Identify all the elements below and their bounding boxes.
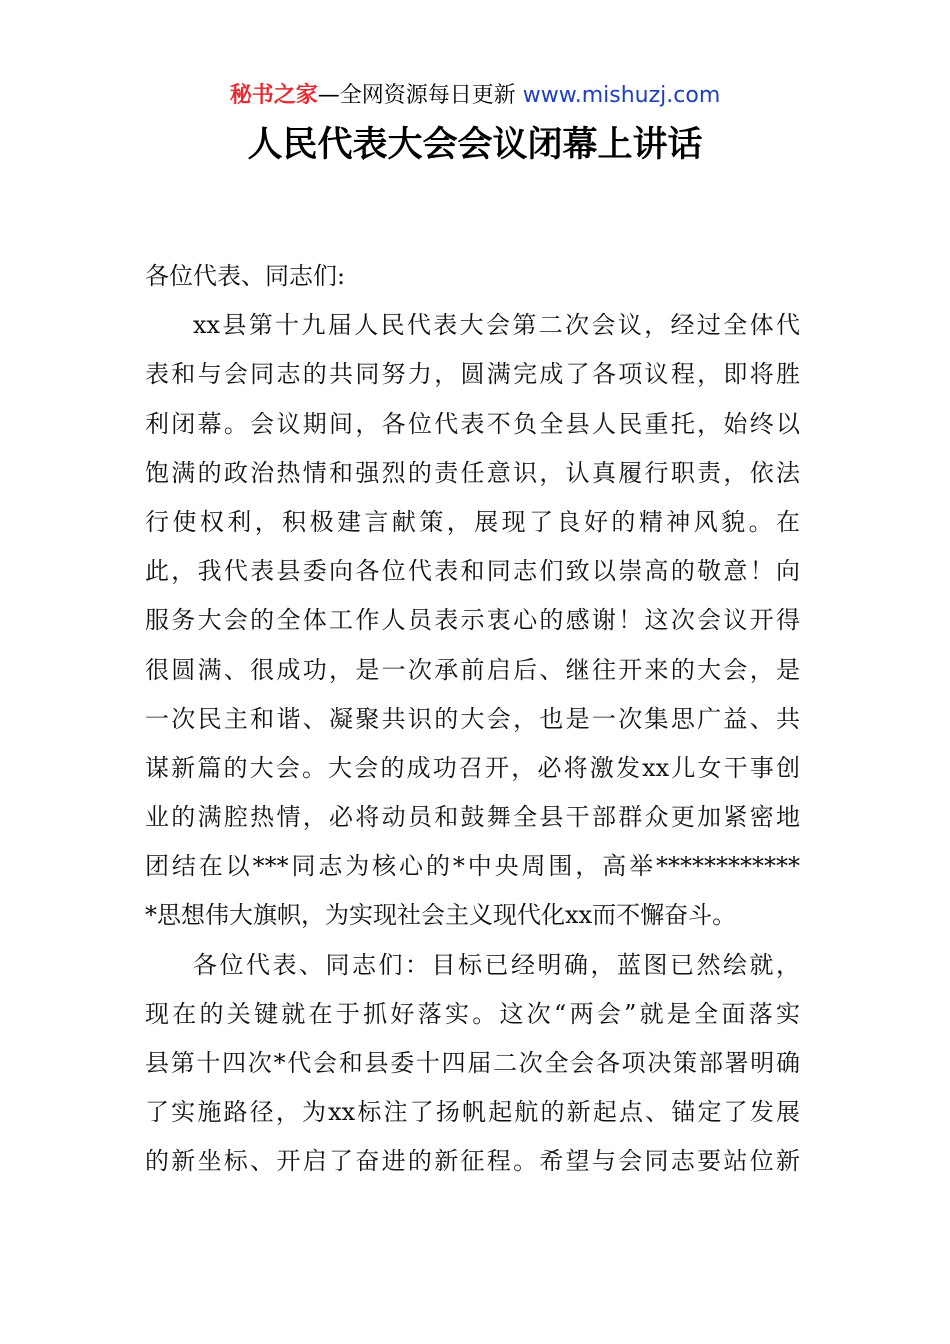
paragraph-line: 团结在以***同志为核心的*中央周围，高举************ [145,852,800,881]
paragraph-line: 的新坐标、开启了奋进的新征程。希望与会同志要站位新 [145,1147,800,1176]
paragraph-line: 业的满腔热情，必将动员和鼓舞全县干部群众更加紧密地 [145,803,800,832]
paragraph-line: 此，我代表县委向各位代表和同志们致以崇高的敬意！向 [145,557,800,586]
paragraph-line: 利闭幕。会议期间，各位代表不负全县人民重托，始终以 [145,409,800,438]
paragraph-line: 表和与会同志的共同努力，圆满完成了各项议程，即将胜 [145,360,800,389]
paragraph-line: 了实施路径，为xx标注了扬帆起航的新起点、锚定了发展 [145,1098,800,1127]
paragraph-line: *思想伟大旗帜，为实现社会主义现代化xx而不懈奋斗。 [145,901,737,930]
paragraph-line: 县第十四次*代会和县委十四届二次全会各项决策部署明确 [145,1049,800,1077]
paragraph-line: xx县第十九届人民代表大会第二次会议，经过全体代 [193,311,800,340]
paragraph-line: 现在的关键就在于抓好落实。这次“两会”就是全面落实 [145,999,800,1028]
paragraph-line: 饱满的政治热情和强烈的责任意识，认真履行职责，依法 [145,458,800,487]
document-title: 人民代表大会会议闭幕上讲话 [247,124,703,165]
paragraph-line: 各位代表、同志们：目标已经明确，蓝图已然绘就， [193,950,800,979]
site-banner [0,80,950,112]
site-url-link[interactable]: www.mishuzj.com [522,83,721,108]
paragraph-line: 服务大会的全体工作人员表示衷心的感谢！这次会议开得 [145,606,800,635]
brand-name: 秘书之家 [229,83,318,108]
paragraph-line: 谋新篇的大会。大会的成功召开，必将激发xx儿女干事创 [145,753,800,782]
salutation: 各位代表、同志们: [145,262,346,290]
document-body [145,252,800,1187]
paragraph-line: 很圆满、很成功，是一次承前启后、继往开来的大会，是 [145,655,800,684]
banner-tagline: —全网资源每日更新 [317,83,516,108]
paragraph-line: 行使权利，积极建言献策，展现了良好的精神风貌。在 [145,507,800,536]
paragraph-line: 一次民主和谐、凝聚共识的大会，也是一次集思广益、共 [145,704,800,733]
